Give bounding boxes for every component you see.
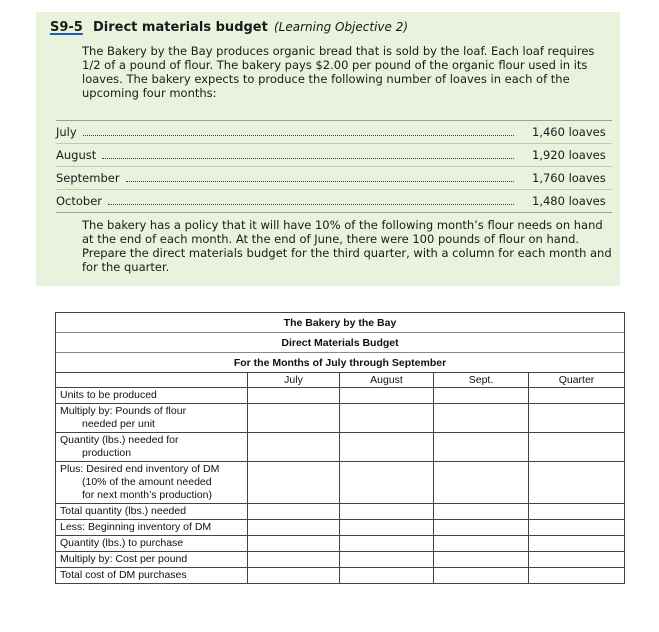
input-cell[interactable] [248,388,340,404]
learning-objective: (Learning Objective 2) [273,20,409,34]
budget-title: Direct Materials Budget [56,333,625,353]
input-cell[interactable] [434,462,529,504]
input-cell[interactable] [340,388,434,404]
leader-dots [102,158,514,159]
row-label-text: Quantity (lbs.) to purchase [60,537,184,549]
table-row [56,433,625,462]
input-cell[interactable] [434,433,529,462]
production-row [56,167,612,190]
column-header-july: July [248,373,340,388]
input-cell[interactable] [248,433,340,462]
input-cell[interactable] [434,404,529,433]
production-quantity: 1,760 loaves [532,171,606,185]
input-cell[interactable] [340,552,434,568]
input-cell[interactable] [434,504,529,520]
row-label-text: Total quantity (lbs.) needed [60,505,187,517]
input-cell[interactable] [529,552,625,568]
row-label-text: Units to be produced [60,389,157,401]
production-quantity: 1,920 loaves [532,148,606,162]
input-cell[interactable] [340,462,434,504]
column-header-august: August [340,373,434,388]
exercise-box [36,12,620,286]
leader-dots [126,181,514,182]
production-quantity: 1,480 loaves [532,194,606,208]
input-cell[interactable] [529,568,625,584]
production-quantity: 1,460 loaves [532,125,606,139]
input-cell[interactable] [434,536,529,552]
input-cell[interactable] [248,552,340,568]
production-month: September [56,171,120,185]
row-label [56,552,248,568]
input-cell[interactable] [248,504,340,520]
input-cell[interactable] [340,520,434,536]
direct-materials-budget-table [55,312,625,584]
exercise-number: S9-5 [50,20,83,35]
leader-dots [108,204,514,205]
input-cell[interactable] [529,462,625,504]
table-row [56,568,625,584]
row-label-text: (10% of the amount needed [82,476,212,488]
input-cell[interactable] [529,520,625,536]
table-row [56,504,625,520]
production-month: October [56,194,103,208]
exercise-heading [50,20,408,35]
input-cell[interactable] [434,552,529,568]
input-cell[interactable] [248,568,340,584]
row-label-text: Multiply by: Cost per pound [60,553,188,565]
exercise-title: Direct materials budget [93,20,268,35]
input-cell[interactable] [529,433,625,462]
row-label-text: Total cost of DM purchases [60,569,187,581]
input-cell[interactable] [340,404,434,433]
table-row [56,520,625,536]
row-label-text: Quantity (lbs.) needed for [60,434,179,446]
row-label [56,404,248,433]
input-cell[interactable] [434,388,529,404]
table-row [56,462,625,504]
table-row [56,404,625,433]
policy-paragraph: The bakery has a policy that it will have 10% of the following month’s flour needs on hand at the end of each month. At the end of June, there were 100 pounds of flour on hand. Prepare the direct materials budget for the third quarter, with a column for each month and for the quarter. [82,218,612,274]
production-row [56,121,612,144]
input-cell[interactable] [434,520,529,536]
row-label-text: Plus: Desired end inventory of DM [60,463,220,475]
input-cell[interactable] [248,536,340,552]
input-cell[interactable] [529,388,625,404]
row-label [56,462,248,504]
production-list [56,120,612,213]
row-label [56,568,248,584]
budget-company: The Bakery by the Bay [56,313,625,333]
blank-header-cell [56,373,248,388]
row-label [56,504,248,520]
input-cell[interactable] [529,504,625,520]
table-row [56,536,625,552]
input-cell[interactable] [529,536,625,552]
table-row [56,388,625,404]
production-month: August [56,148,97,162]
budget-period: For the Months of July through September [56,353,625,373]
row-label [56,536,248,552]
row-label [56,520,248,536]
table-row [56,552,625,568]
row-label [56,388,248,404]
row-label-text: needed per unit [82,418,155,430]
row-label-text: Less: Beginning inventory of DM [60,521,212,533]
input-cell[interactable] [248,462,340,504]
input-cell[interactable] [248,404,340,433]
input-cell[interactable] [340,504,434,520]
production-month: July [56,125,77,139]
row-label [56,433,248,462]
production-row [56,190,612,212]
input-cell[interactable] [340,433,434,462]
row-label-text: Multiply by: Pounds of flour [60,405,187,417]
input-cell[interactable] [248,520,340,536]
input-cell[interactable] [434,568,529,584]
input-cell[interactable] [340,568,434,584]
input-cell[interactable] [340,536,434,552]
production-row [56,144,612,167]
row-label-text: production [82,447,132,459]
input-cell[interactable] [529,404,625,433]
row-label-text: for next month’s production) [82,489,212,501]
column-header-quarter: Quarter [529,373,625,388]
intro-paragraph: The Bakery by the Bay produces organic bread that is sold by the loaf. Each loaf requires 1/2 of a pound of flour. The bakery pays $2.00 per pound of the organic flour used in its loaves. The bakery expects to produce the following number of loaves in each of the upcoming four months: [82,44,595,100]
column-header-sept: Sept. [434,373,529,388]
leader-dots [83,135,514,136]
